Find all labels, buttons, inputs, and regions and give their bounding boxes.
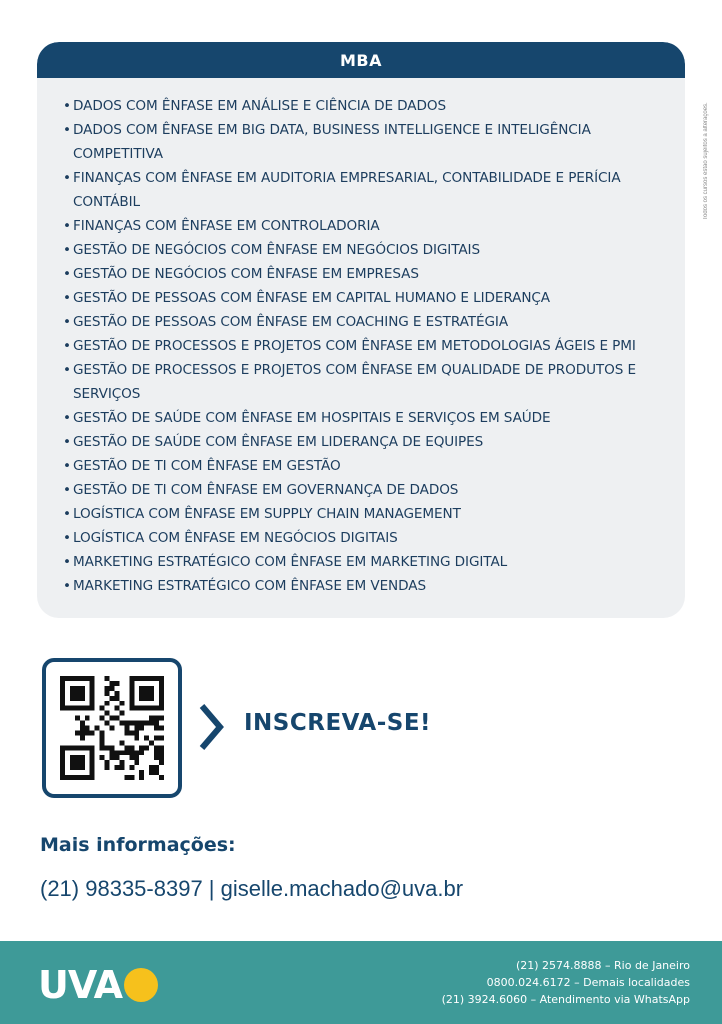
course-item: • GESTÃO DE PESSOAS COM ÊNFASE EM CAPITAL HUMANO E LIDERANÇA	[63, 286, 667, 310]
course-item: • GESTÃO DE PROCESSOS E PROJETOS COM ÊNFASE EM METODOLOGIAS ÁGEIS E PMI	[63, 334, 667, 358]
course-item: • MARKETING ESTRATÉGICO COM ÊNFASE EM MARKETING DIGITAL	[63, 550, 667, 574]
course-item: • LOGÍSTICA COM ÊNFASE EM SUPPLY CHAIN MANAGEMENT	[63, 502, 667, 526]
contact-line[interactable]: (21) 98335-8397 | giselle.machado@uva.br	[40, 876, 464, 901]
course-item: • GESTÃO DE TI COM ÊNFASE EM GOVERNANÇA DE DADOS	[63, 478, 667, 502]
logo-dot-icon	[124, 968, 158, 1002]
course-item: • DADOS COM ÊNFASE EM ANÁLISE E CIÊNCIA DE DADOS	[63, 94, 667, 118]
more-info-heading: Mais informações:	[40, 834, 236, 856]
phone-other: 0800.024.6172 – Demais localidades	[486, 976, 690, 989]
course-item: • GESTÃO DE PESSOAS COM ÊNFASE EM COACHING E ESTRATÉGIA	[63, 310, 667, 334]
course-item: • GESTÃO DE TI COM ÊNFASE EM GESTÃO	[63, 454, 667, 478]
logo-text: UVA	[38, 963, 123, 1007]
course-item: • FINANÇAS COM ÊNFASE EM AUDITORIA EMPRESARIAL, CONTABILIDADE E PERÍCIA CONTÁBIL	[63, 166, 667, 214]
phone-rio: (21) 2574.8888 – Rio de Janeiro	[515, 959, 690, 972]
footer-phones	[442, 957, 690, 1008]
mba-course-card	[37, 42, 685, 618]
signup-button[interactable]: INSCREVA-SE!	[244, 710, 432, 736]
uva-logo	[38, 963, 158, 1007]
mba-title: MBA	[340, 50, 382, 70]
course-item: • MARKETING ESTRATÉGICO COM ÊNFASE EM VENDAS	[63, 574, 667, 598]
chevron-right-icon	[196, 702, 226, 752]
qr-code[interactable]	[42, 658, 182, 798]
phone-whatsapp: (21) 3924.6060 – Atendimento via WhatsApp	[441, 993, 690, 1006]
mba-header	[37, 42, 685, 78]
footer	[0, 941, 722, 1024]
course-item: • GESTÃO DE SAÚDE COM ÊNFASE EM LIDERANÇA DE EQUIPES	[63, 430, 667, 454]
course-item: • DADOS COM ÊNFASE EM BIG DATA, BUSINESS INTELLIGENCE E INTELIGÊNCIA COMPETITIVA	[63, 118, 667, 166]
course-item: • GESTÃO DE NEGÓCIOS COM ÊNFASE EM EMPRESAS	[63, 262, 667, 286]
course-item: • FINANÇAS COM ÊNFASE EM CONTROLADORIA	[63, 214, 667, 238]
disclaimer-note: Todos os cursos estão sujeitos a alterações.	[703, 102, 709, 220]
course-item: • GESTÃO DE PROCESSOS E PROJETOS COM ÊNFASE EM QUALIDADE DE PRODUTOS E SERVIÇOS	[63, 358, 667, 406]
course-list	[37, 78, 685, 598]
qr-code-icon	[60, 676, 164, 780]
course-item: • LOGÍSTICA COM ÊNFASE EM NEGÓCIOS DIGITAIS	[63, 526, 667, 550]
course-item: • GESTÃO DE NEGÓCIOS COM ÊNFASE EM NEGÓCIOS DIGITAIS	[63, 238, 667, 262]
course-item: • GESTÃO DE SAÚDE COM ÊNFASE EM HOSPITAIS E SERVIÇOS EM SAÚDE	[63, 406, 667, 430]
